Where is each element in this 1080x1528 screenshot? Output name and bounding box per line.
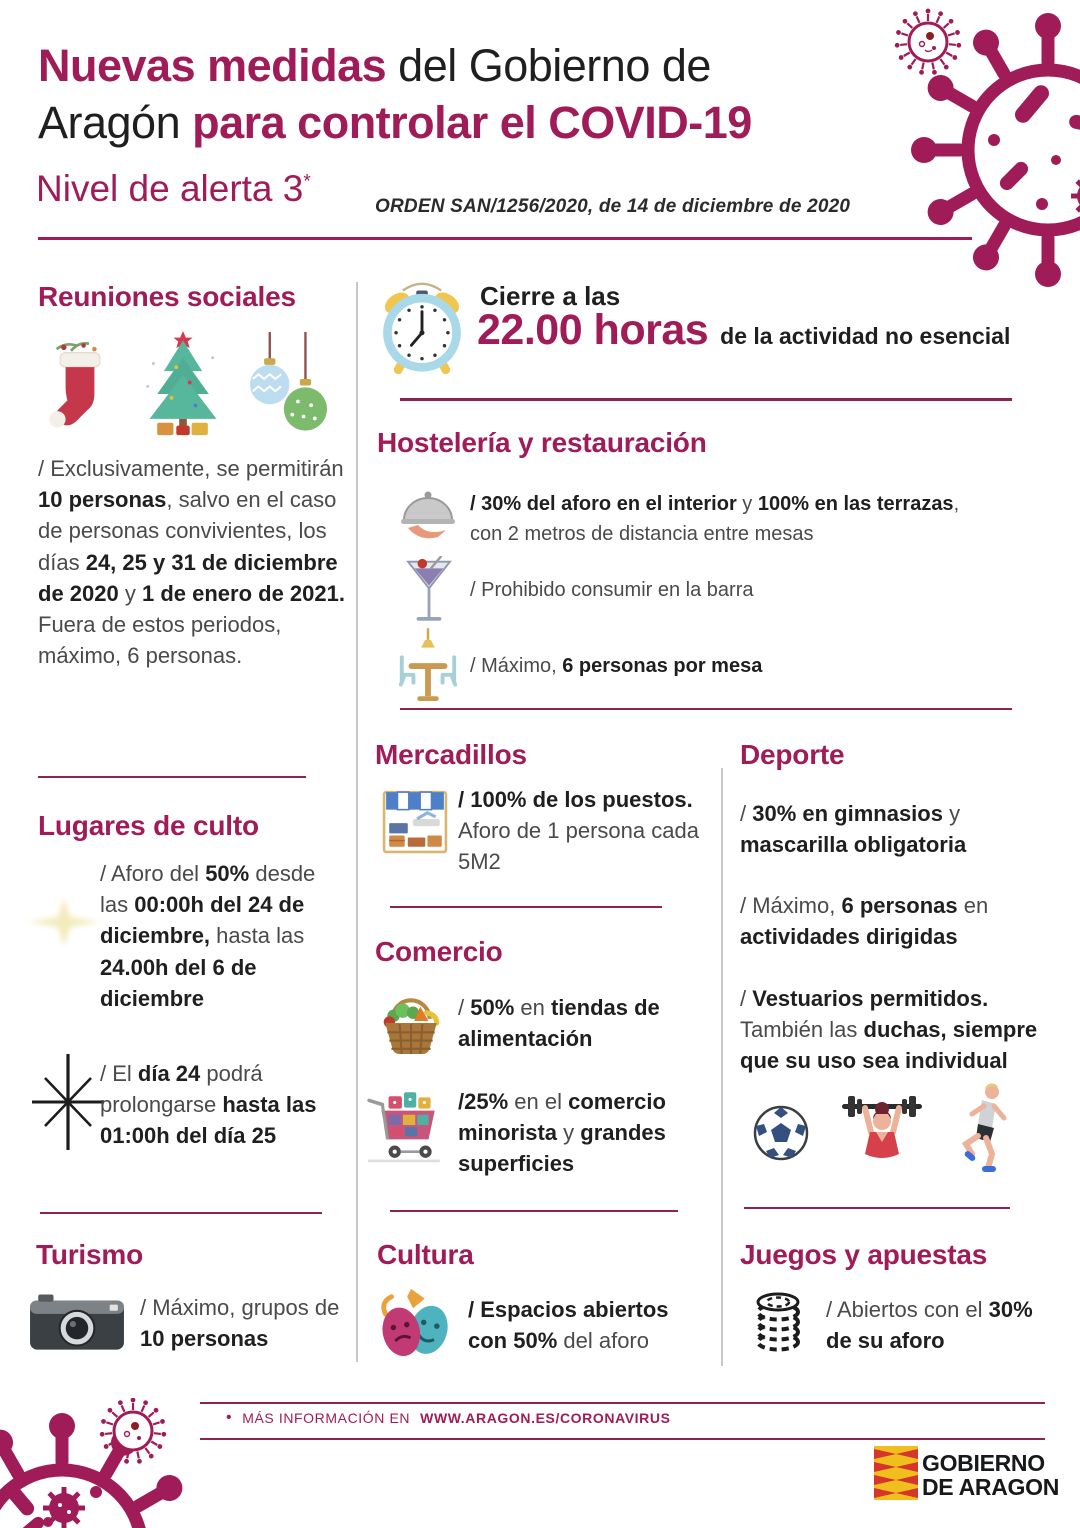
comercio-item-1: / 50% en tiendas de alimentación [458,995,660,1052]
closure-time: 22.00 horas [477,306,709,354]
aragon-flag-icon [874,1446,918,1500]
logo-line-2: DE ARAGON [922,1474,1060,1501]
divider [400,708,1012,710]
star-icon [24,1052,112,1152]
section-title-culto: Lugares de culto [38,810,259,841]
section-title-hosteleria: Hostelería y restauración [377,427,707,458]
deporte-paragraph-1: / 30% en gimnasios y mascarilla obligatoria [740,801,967,858]
soccer-ball-icon [752,1104,810,1162]
juegos-item: / Abiertos con el 30% de su aforo [826,1297,1033,1354]
footer-info-prefix: MÁS INFORMACIÓN EN [242,1410,411,1426]
column-divider-left [356,282,358,1362]
section-title-deporte: Deporte [740,739,845,770]
alert-level-text: Nivel de alerta 3 [36,168,304,209]
divider [390,906,662,908]
market-stall-icon [382,788,448,854]
divider [38,776,306,778]
shopping-cart-icon [366,1084,446,1164]
hosteleria-item-2: / Prohibido consumir en la barra [470,579,754,601]
bullet-icon: • [226,1409,233,1426]
serving-cloche-icon [396,486,460,546]
order-reference: ORDEN SAN/1256/2020, de 14 de diciembre de 2020 [375,196,851,217]
culto-item-1: / Aforo del 50% desde las 00:00h del 24 de diciembre, hasta las 24.00h del 6 de diciembre [100,861,316,1011]
closure-time-row [477,306,1010,355]
sparkle-icon [26,893,102,951]
hosteleria-item-3: / Máximo, 6 personas por mesa [470,655,763,677]
table-chairs-icon [394,628,462,710]
gobierno-aragon-logo [874,1446,1059,1500]
hosteleria-item-1: / 30% del aforo en el interior y 100% en las terrazas, con 2 metros de distancia entre mesas [470,493,960,545]
section-title-comercio: Comercio [375,936,503,967]
turismo-item: / Máximo, grupos de 10 personas [140,1295,340,1352]
footer-info-url: WWW.ARAGON.ES/CORONAVIRUS [420,1410,671,1426]
divider [40,1212,322,1214]
footer-divider-top [200,1402,1045,1404]
comercio-item-2: /25% en el comercio minorista y grandes superficies [458,1089,666,1177]
closure-suffix: de la actividad no esencial [720,323,1011,349]
alert-level [36,168,311,210]
page-title: Nuevas medidas del Gobierno de Aragón para controlar el COVID-19 [38,40,752,148]
cultura-item: / Espacios abiertos con 50% del aforo [468,1297,669,1354]
alarm-clock-icon [374,276,470,378]
mercadillos-item: / 100% de los puestos. Aforo de 1 persona cada 5M2 [458,787,699,875]
closure-prefix: Cierre a las [480,281,621,311]
coronavirus-icon [0,1398,233,1528]
footer-divider-bottom [200,1438,1045,1440]
christmas-stocking-icon [44,334,116,438]
reuniones-paragraph: / Exclusivamente, se permitirán 10 personas, salvo en el caso de personas convivientes, los días 24, 25 y 31 de diciembre de 2020 y 1 de enero de 2021. Fuera de estos periodos, máximo, 6 personas. [38,456,345,669]
culto-item-2: / El día 24 podrá prolongarse hasta las 01:00h del día 25 [100,1061,317,1149]
divider [744,1207,1010,1209]
coronavirus-icon [880,0,1080,292]
section-title-mercadillos: Mercadillos [375,739,527,770]
section-title-turismo: Turismo [36,1239,143,1270]
logo-text [922,1451,1059,1499]
weightlifter-icon [840,1090,924,1170]
column-divider-right [721,768,723,1366]
section-title-juegos: Juegos y apuestas [740,1239,988,1270]
poker-chips-icon [750,1288,806,1352]
alert-asterisk: * [303,171,311,193]
deporte-paragraph-2: / Máximo, 6 personas en actividades dirigidas [740,893,989,950]
baubles-icon [248,332,330,440]
grocery-basket-icon [377,988,445,1056]
logo-line-1: GOBIERNO [922,1450,1045,1476]
header-divider [38,237,972,240]
section-title-reuniones: Reuniones sociales [38,281,296,312]
camera-icon [28,1288,126,1354]
runner-icon [952,1082,1014,1176]
deporte-paragraph-3: / Vestuarios permitidos. También las duchas, siempre que su uso sea individual [740,986,1038,1074]
footer-info [226,1409,671,1427]
divider [400,398,1012,401]
section-title-cultura: Cultura [377,1239,474,1270]
divider [390,1210,678,1212]
theater-masks-icon [372,1286,456,1362]
christmas-tree-icon [140,328,226,440]
cocktail-icon [404,556,454,636]
